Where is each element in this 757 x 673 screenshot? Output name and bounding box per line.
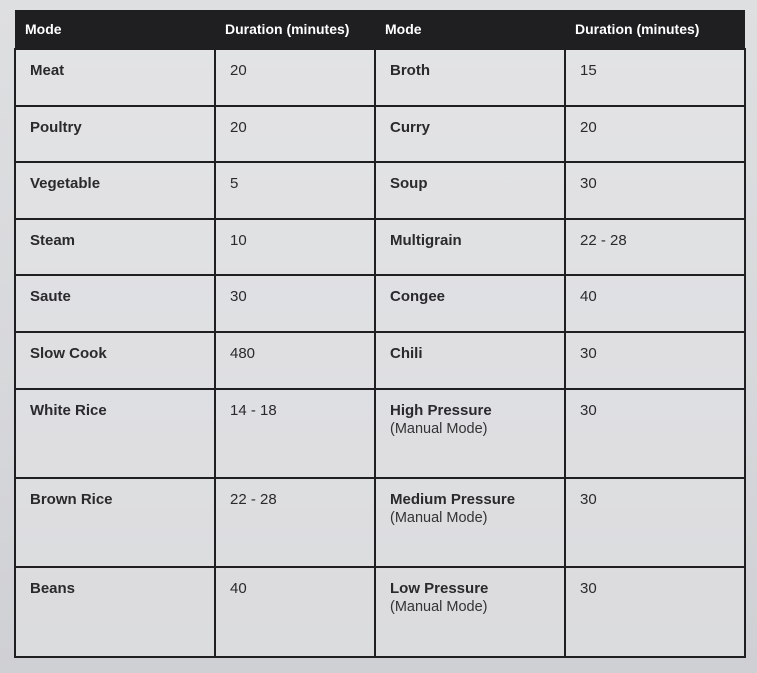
mode-cell: [375, 162, 565, 219]
duration-cell: 5: [215, 162, 375, 219]
mode-cell: [375, 49, 565, 106]
duration-cell: 480: [215, 332, 375, 389]
duration-cell: 15: [565, 49, 745, 106]
mode-name: Multigrain: [390, 231, 462, 249]
header-duration-right: Duration (minutes): [565, 10, 745, 49]
table-header-row: [15, 10, 745, 49]
mode-subtitle: (Manual Mode): [390, 510, 488, 527]
mode-cell: Meat: [15, 49, 215, 106]
mode-cell: [375, 389, 565, 478]
mode-name: Curry: [390, 118, 431, 136]
header-mode-left: Mode: [15, 10, 215, 49]
mode-cell: Poultry: [15, 106, 215, 163]
duration-cell: 40: [215, 567, 375, 657]
duration-cell: 30: [565, 162, 745, 219]
duration-cell: 30: [215, 275, 375, 332]
mode-cell: White Rice: [15, 389, 215, 478]
table-row: [15, 219, 745, 276]
header-mode-right: Mode: [375, 10, 565, 49]
duration-cell: 22 - 28: [215, 478, 375, 567]
table-row: [15, 478, 745, 567]
mode-cell: Vegetable: [15, 162, 215, 219]
mode-name: Broth: [390, 62, 430, 79]
duration-cell: 20: [215, 49, 375, 106]
mode-cell: [375, 478, 565, 567]
duration-cell: 40: [565, 275, 745, 332]
table-row: [15, 389, 745, 478]
mode-name: Chili: [390, 344, 423, 362]
mode-name: Low Pressure: [390, 580, 489, 598]
table-row: [15, 332, 745, 389]
duration-cell: 10: [215, 219, 375, 276]
duration-cell: 30: [565, 332, 745, 389]
duration-cell: 30: [565, 389, 745, 478]
mode-subtitle: (Manual Mode): [390, 420, 488, 437]
mode-cell: [375, 567, 565, 657]
mode-name: Congee: [390, 288, 446, 306]
table-row: [15, 49, 745, 106]
table-row: [15, 275, 745, 332]
duration-cell: 22 - 28: [565, 219, 745, 276]
cooking-modes-table: [14, 10, 746, 658]
table-row: [15, 106, 745, 163]
header-duration-left: Duration (minutes): [215, 10, 375, 49]
duration-cell: 20: [565, 106, 745, 163]
mode-name: High Pressure: [390, 401, 492, 419]
table-row: [15, 162, 745, 219]
mode-name: Medium Pressure: [390, 491, 516, 509]
duration-cell: 20: [215, 106, 375, 163]
duration-cell: 30: [565, 478, 745, 567]
mode-cell: [375, 275, 565, 332]
mode-cell: Steam: [15, 219, 215, 276]
mode-cell: [375, 106, 565, 163]
mode-cell: Saute: [15, 275, 215, 332]
mode-cell: Slow Cook: [15, 332, 215, 389]
mode-cell: Beans: [15, 567, 215, 657]
mode-subtitle: (Manual Mode): [390, 599, 488, 616]
mode-cell: [375, 332, 565, 389]
duration-cell: 14 - 18: [215, 389, 375, 478]
table-body: [15, 49, 745, 657]
duration-cell: 30: [565, 567, 745, 657]
mode-name: Soup: [390, 175, 428, 193]
mode-cell: [375, 219, 565, 276]
mode-cell: Brown Rice: [15, 478, 215, 567]
table-row: [15, 567, 745, 657]
